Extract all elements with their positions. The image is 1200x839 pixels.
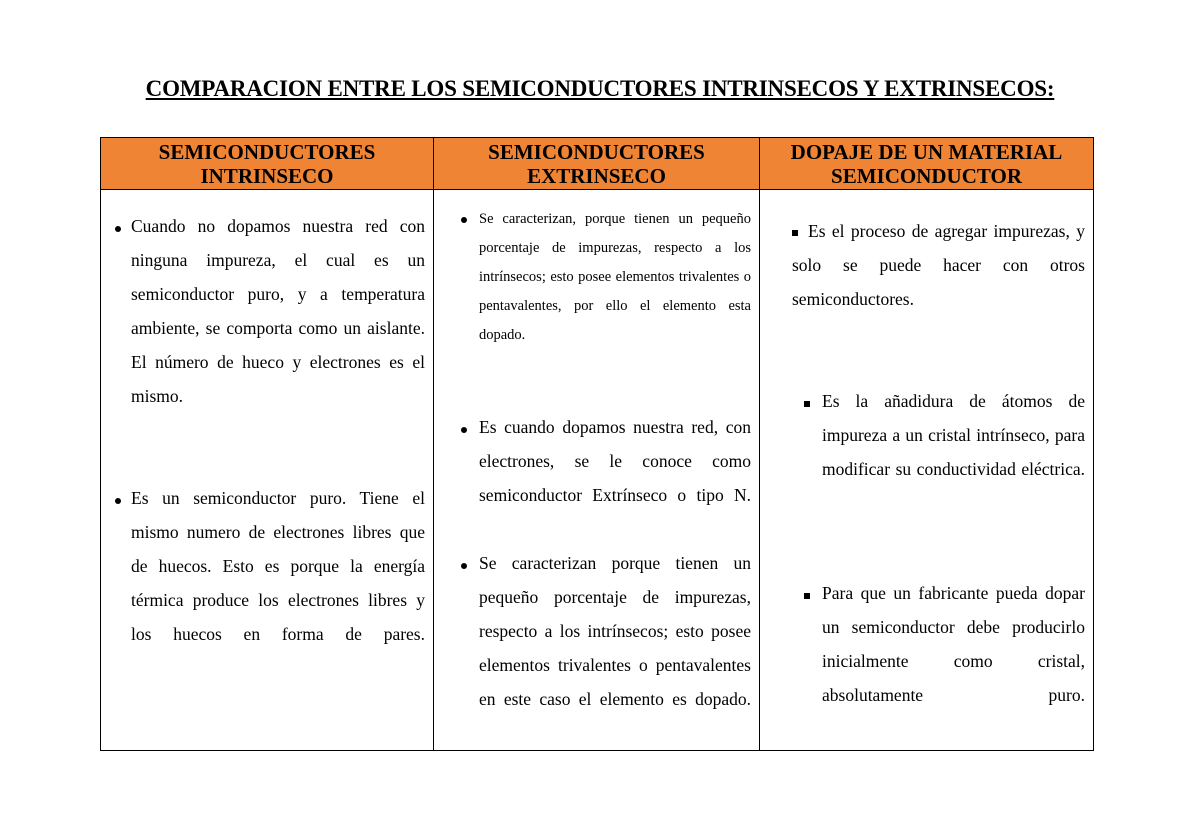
header-row [101, 138, 1094, 190]
header-intrinseco: SEMICONDUCTORES INTRINSECO [101, 138, 434, 190]
bullet-dot-icon [448, 205, 479, 234]
bullet-square-icon [792, 230, 798, 236]
document-title: COMPARACION ENTRE LOS SEMICONDUCTORES INTRINSECOS Y EXTRINSECOS: [145, 76, 1055, 101]
list-item: Se caracterizan, porque tienen un pequeño porcentaje de impurezas, respecto a los intrínsecos; esto posee elementos trivalentes o pentavalentes, por ello el elemento esta dopado. [448, 205, 751, 379]
header-dopaje: DOPAJE DE UN MATERIAL SEMICONDUCTOR [760, 138, 1094, 190]
bullet-square-icon [792, 384, 822, 418]
content-row [101, 190, 1094, 751]
comparison-table [100, 137, 1094, 751]
list-item: Es el proceso de agregar impurezas, y solo se puede hacer con otros semiconductores. [792, 221, 1085, 309]
bullet-dot-icon [105, 481, 131, 515]
bullet-dot-icon [448, 546, 479, 580]
list-item: Es cuando dopamos nuestra red, con electrones, se le conoce como semiconductor Extrínseco o tipo N. [448, 410, 751, 546]
list-item: Es la añadidura de átomos de impureza a un cristal intrínseco, para modificar su conductividad eléctrica. [792, 384, 1085, 520]
bullet-dot-icon [448, 410, 479, 444]
list-item: Para que un fabricante pueda dopar un semiconductor debe producirlo inicialmente como cristal, absolutamente puro. [792, 576, 1085, 746]
list-item: Se caracterizan porque tienen un pequeño porcentaje de impurezas, respecto a los intrínsecos; esto posee elementos trivalentes o pentavalentes en este caso el elemento es dopado. [448, 546, 751, 750]
cell-extrinseco [434, 190, 760, 751]
bullet-dot-icon [105, 209, 131, 243]
list-item: Cuando no dopamos nuestra red con ninguna impureza, el cual es un semiconductor puro, y a temperatura ambiente, se comporta como un aislante. El número de hueco y electrones es el mismo. [105, 209, 425, 447]
cell-intrinseco [101, 190, 434, 751]
header-extrinseco: SEMICONDUCTORES EXTRINSECO [434, 138, 760, 190]
list-item: Es un semiconductor puro. Tiene el mismo numero de electrones libres que de huecos. Esto es porque la energía térmica produce los electrones libres y los huecos en forma de pares. [105, 481, 425, 685]
cell-dopaje [760, 190, 1094, 751]
bullet-square-icon [792, 576, 822, 610]
